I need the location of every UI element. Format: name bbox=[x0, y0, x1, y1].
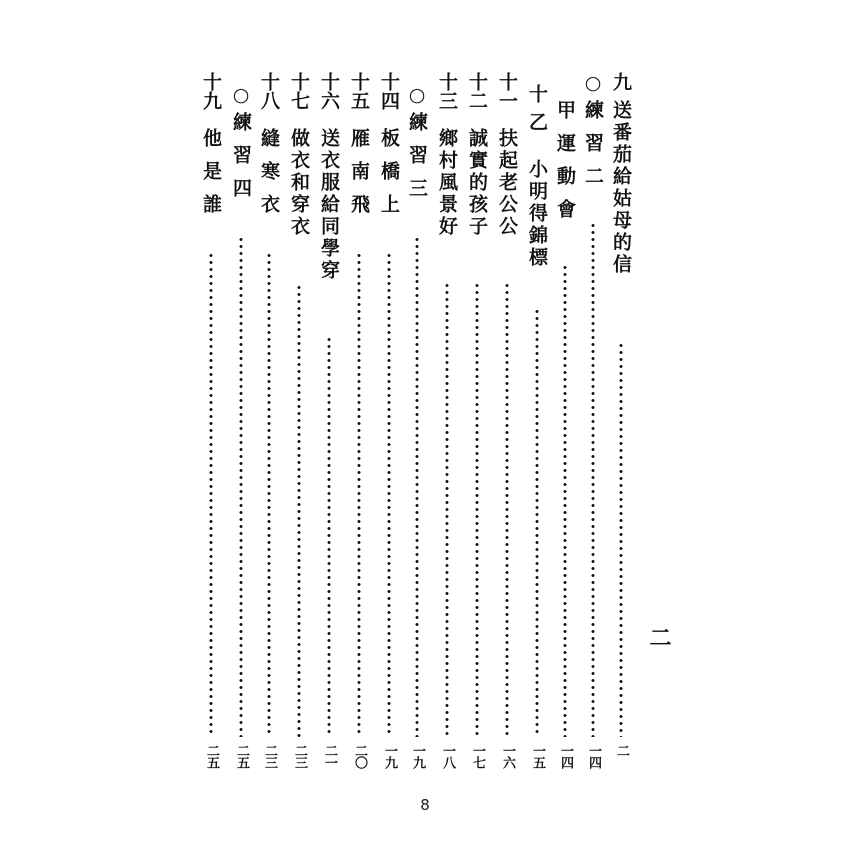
entry-title: 甲運動會 bbox=[554, 100, 576, 232]
leader-dots bbox=[535, 308, 539, 737]
toc-entry bbox=[608, 72, 634, 770]
entry-page: 一七 bbox=[470, 744, 485, 768]
entry-title: 練習二 bbox=[582, 100, 604, 199]
entry-page: 二一 bbox=[322, 744, 337, 768]
leader-dots bbox=[357, 252, 361, 737]
leader-dots bbox=[267, 252, 271, 737]
entry-title: 送番茄給姑母的信 bbox=[610, 100, 632, 276]
entry-title: 扶起老公公 bbox=[496, 128, 518, 238]
leader-dots bbox=[445, 282, 449, 737]
entry-page: 二五 bbox=[234, 744, 249, 768]
entry-number: 十六 bbox=[318, 72, 340, 110]
entry-number: 十九 bbox=[200, 72, 222, 110]
entry-page: 一五 bbox=[530, 744, 545, 768]
entry-number: 十八 bbox=[258, 72, 280, 110]
leader-dots bbox=[239, 236, 243, 737]
leader-dots bbox=[591, 222, 595, 737]
entry-title: 做衣和穿衣 bbox=[288, 128, 310, 238]
entry-title: 練習四 bbox=[230, 112, 252, 211]
entry-number: ○ bbox=[230, 84, 252, 106]
toc-entry bbox=[404, 72, 430, 770]
entry-page: 二五 bbox=[204, 744, 219, 768]
toc-entry bbox=[198, 72, 224, 770]
entry-number: 十一 bbox=[496, 72, 518, 110]
leader-dots bbox=[563, 264, 567, 737]
toc-entry bbox=[316, 72, 342, 770]
leader-dots bbox=[505, 282, 509, 737]
entry-number: 十二 bbox=[466, 72, 488, 110]
entry-page: 二 bbox=[614, 744, 629, 756]
page-number: 8 bbox=[420, 796, 430, 814]
leader-dots bbox=[387, 252, 391, 737]
toc-entry bbox=[464, 72, 490, 770]
entry-number: 十七 bbox=[288, 72, 310, 110]
entry-page: 一六 bbox=[500, 744, 515, 768]
entry-number: 十四 bbox=[378, 72, 400, 110]
toc-entry bbox=[580, 72, 606, 770]
entry-number: ○ bbox=[582, 72, 604, 94]
leader-dots bbox=[475, 282, 479, 737]
entry-title: 他是誰 bbox=[200, 128, 222, 227]
entry-title: 板橋上 bbox=[378, 128, 400, 227]
toc-entry bbox=[346, 72, 372, 770]
entry-title: 練習三 bbox=[406, 112, 428, 211]
entry-page: 一九 bbox=[382, 744, 397, 768]
entry-number: 十 bbox=[526, 84, 548, 103]
entry-page: 一九 bbox=[410, 744, 425, 768]
entry-number: 十三 bbox=[436, 72, 458, 110]
entry-title: 縫寒衣 bbox=[258, 128, 280, 227]
toc-entry bbox=[434, 72, 460, 770]
leader-dots bbox=[415, 236, 419, 737]
leader-dots bbox=[297, 284, 301, 737]
toc-entry bbox=[286, 72, 312, 770]
entry-page: 一八 bbox=[440, 744, 455, 768]
entry-title: 雁南飛 bbox=[348, 128, 370, 227]
entry-page: 二〇 bbox=[352, 744, 367, 768]
entry-title: 送衣服給同學穿 bbox=[318, 128, 340, 282]
entry-number: 九 bbox=[610, 72, 632, 91]
entry-page: 二三 bbox=[292, 744, 307, 768]
entry-page: 一四 bbox=[558, 744, 573, 768]
entry-title: 誠實的孩子 bbox=[466, 128, 488, 238]
entry-page: 一四 bbox=[586, 744, 601, 768]
toc-entry bbox=[256, 72, 282, 770]
entry-number: ○ bbox=[406, 84, 428, 106]
toc-entry bbox=[552, 72, 578, 770]
entry-page: 二三 bbox=[262, 744, 277, 768]
leader-dots bbox=[209, 252, 213, 737]
toc-entry bbox=[228, 72, 254, 770]
folio-number: 二 bbox=[646, 626, 672, 648]
entry-title: 乙 小明得錦標 bbox=[526, 112, 548, 269]
toc-entry bbox=[376, 72, 402, 770]
leader-dots bbox=[619, 342, 623, 737]
toc-entry bbox=[494, 72, 520, 770]
leader-dots bbox=[327, 336, 331, 737]
entry-number: 十五 bbox=[348, 72, 370, 110]
toc-entry bbox=[524, 72, 550, 770]
entry-title: 鄉村風景好 bbox=[436, 128, 458, 238]
